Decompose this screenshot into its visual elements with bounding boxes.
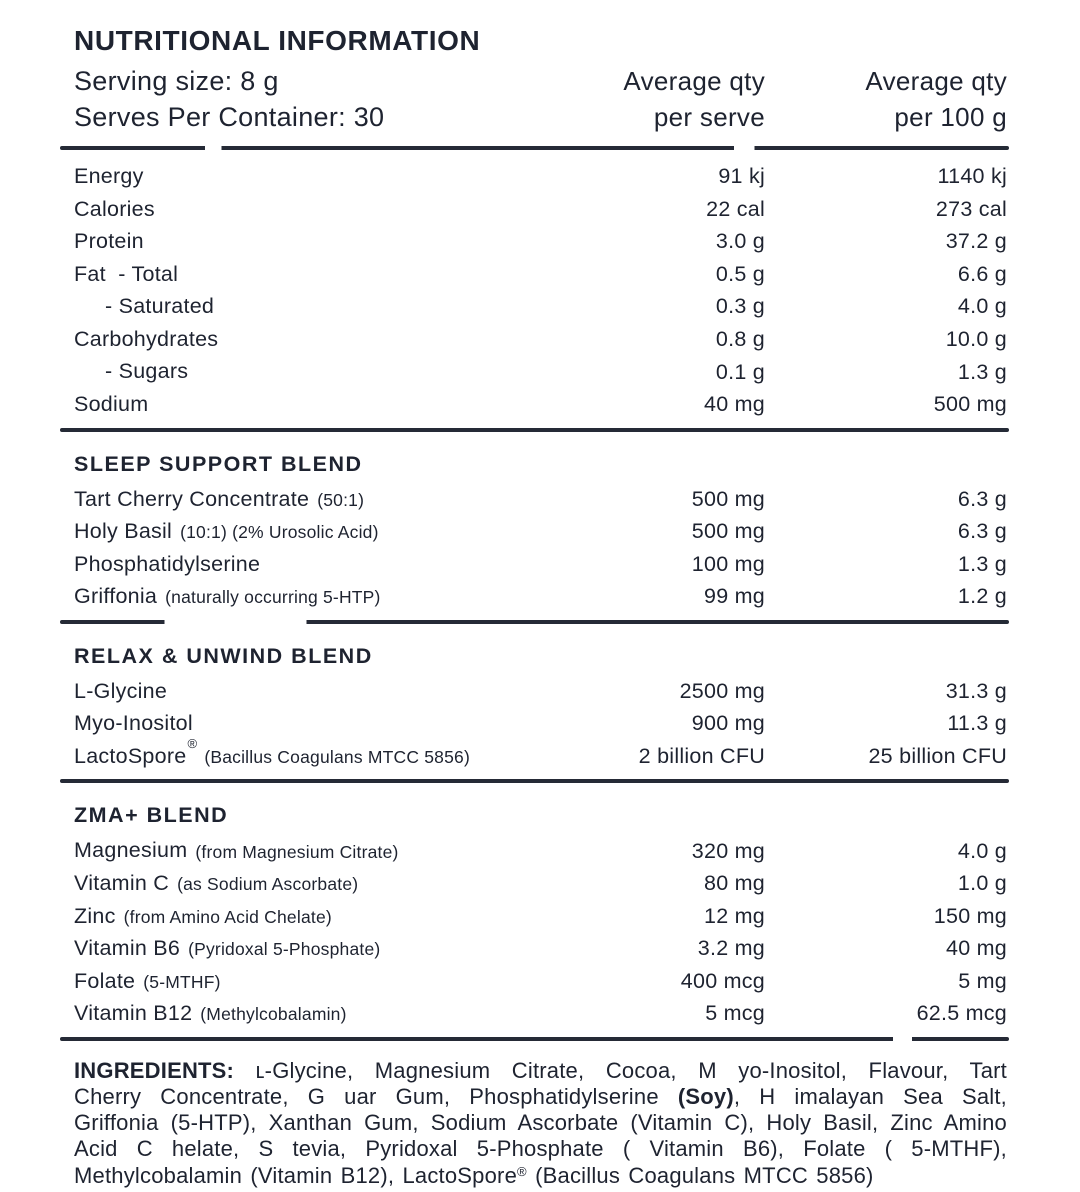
ingredients-bold-text: (Soy) bbox=[677, 1084, 734, 1110]
value-per-100g: 6.6 g bbox=[957, 261, 1007, 286]
row-name bbox=[74, 191, 575, 224]
panel-title: NUTRITIONAL INFORMATION bbox=[74, 25, 481, 56]
table-row bbox=[74, 256, 1007, 289]
value-per-100g: 25 billion CFU bbox=[868, 744, 1007, 769]
ingredient-name: Vitamin B6 bbox=[74, 936, 181, 961]
value-per-serve: 0.8 g bbox=[715, 326, 765, 351]
ingredient-name: Holy Basil bbox=[74, 519, 173, 544]
row-name bbox=[74, 898, 575, 931]
ingredient-name: LactoSpore bbox=[74, 744, 187, 769]
serves-per-container: Serves Per Container: 30 bbox=[74, 102, 385, 132]
ingredients-line bbox=[74, 1163, 1007, 1192]
value-per-100g: 5 mg bbox=[958, 968, 1007, 993]
row-note: (from Magnesium Citrate) bbox=[195, 841, 399, 862]
table-row bbox=[74, 546, 1007, 579]
value-per-100g: 1.3 g bbox=[957, 359, 1007, 384]
ingredient-name: Griffonia bbox=[74, 584, 158, 609]
col-header-line: Average qty bbox=[865, 66, 1007, 96]
ingredients-line bbox=[74, 1110, 1007, 1136]
value-per-100g: 37.2 g bbox=[945, 229, 1007, 254]
row-note: (as Sodium Ascorbate) bbox=[177, 874, 359, 895]
value-per-100g: 1140 kj bbox=[937, 164, 1007, 189]
value-per-serve: 500 mg bbox=[691, 519, 765, 544]
table-row bbox=[74, 995, 1007, 1028]
table-row bbox=[74, 832, 1007, 865]
ingredient-name: Vitamin C bbox=[74, 871, 170, 896]
ingredients-bold-text: INGREDIENTS: bbox=[74, 1057, 235, 1083]
row-name bbox=[74, 353, 575, 386]
value-per-serve: 91 kj bbox=[718, 164, 765, 189]
divider bbox=[60, 1037, 1009, 1041]
ingredients-line bbox=[74, 1058, 1007, 1084]
col-header-per-serve bbox=[575, 63, 765, 135]
row-name bbox=[74, 963, 575, 996]
ingredient-name: Vitamin B12 bbox=[74, 1001, 193, 1026]
ingredient-name: - Sugars bbox=[105, 359, 189, 384]
table-row bbox=[74, 386, 1007, 419]
ingredients-text: Acid C helate, S tevia, Pyridoxal 5-Phosphate ( Vitamin B6), Folate ( 5-MTHF), bbox=[74, 1136, 1007, 1162]
table-row bbox=[74, 513, 1007, 546]
row-note: (5-MTHF) bbox=[143, 971, 221, 992]
table-row bbox=[74, 865, 1007, 898]
value-per-100g: 6.3 g bbox=[957, 486, 1007, 511]
divider bbox=[60, 428, 1009, 432]
ingredient-name: Folate bbox=[74, 968, 136, 993]
serving-info bbox=[74, 63, 575, 135]
value-per-serve: 900 mg bbox=[691, 711, 765, 736]
value-per-100g: 40 mg bbox=[945, 936, 1007, 961]
table-row bbox=[74, 578, 1007, 611]
section-table bbox=[74, 673, 1007, 771]
registered-trademark-symbol: ® bbox=[187, 735, 198, 751]
value-per-serve: 0.3 g bbox=[715, 294, 765, 319]
ingredient-name: Protein bbox=[74, 229, 144, 254]
table-row bbox=[74, 898, 1007, 931]
value-per-100g: 1.3 g bbox=[957, 551, 1007, 576]
row-note: (10:1) (2% Urosolic Acid) bbox=[180, 522, 379, 543]
divider bbox=[60, 779, 1009, 783]
table-row bbox=[74, 930, 1007, 963]
ingredient-name: Carbohydrates bbox=[74, 326, 219, 351]
ingredients-text: (Bacillus Coagulans MTCC 5856) bbox=[526, 1162, 874, 1188]
col-header-line: Average qty bbox=[623, 66, 765, 96]
section-sleep-support-blend bbox=[74, 451, 1007, 611]
value-per-100g: 11.3 g bbox=[947, 711, 1007, 736]
ingredient-name: Zinc bbox=[74, 903, 116, 928]
row-name bbox=[74, 578, 575, 611]
ingredients-text: Griffonia (5-HTP), Xanthan Gum, Sodium Ascorbate (Vitamin C), Holy Basil, Zinc Amino bbox=[74, 1110, 1007, 1136]
row-name bbox=[74, 865, 575, 898]
row-note: (Pyridoxal 5-Phosphate) bbox=[188, 939, 381, 960]
ingredients-text: Methylcobalamin (Vitamin B12), LactoSpore bbox=[74, 1162, 518, 1188]
value-per-serve: 3.2 mg bbox=[697, 936, 765, 961]
col-header-line: per serve bbox=[653, 102, 765, 132]
col-header-per-100g bbox=[765, 63, 1007, 135]
section-zma-blend bbox=[74, 802, 1007, 1027]
table-row bbox=[74, 158, 1007, 191]
ingredient-name: Sodium bbox=[74, 392, 149, 417]
table-row bbox=[74, 673, 1007, 706]
ingredient-name: Myo-Inositol bbox=[74, 711, 193, 736]
table-row bbox=[74, 353, 1007, 386]
ingredient-name: Magnesium bbox=[74, 838, 188, 863]
ingredients-text: ʟ-Glycine, Magnesium Citrate, Cocoa, M yo-Inositol, Flavour, Tart bbox=[234, 1057, 1007, 1083]
value-per-100g: 273 cal bbox=[935, 196, 1007, 221]
row-note: (50:1) bbox=[317, 489, 365, 510]
section-heading: RELAX & UNWIND BLEND bbox=[74, 643, 373, 668]
section-table bbox=[74, 481, 1007, 611]
serving-size: Serving size: 8 g bbox=[74, 66, 279, 96]
ingredients-line bbox=[74, 1136, 1007, 1162]
ingredients-text: Cherry Concentrate, G uar Gum, Phosphatidylserine bbox=[74, 1084, 678, 1110]
row-name bbox=[74, 288, 575, 321]
section-table bbox=[74, 832, 1007, 1027]
row-name bbox=[74, 673, 575, 706]
value-per-serve: 400 mcg bbox=[680, 968, 765, 993]
value-per-serve: 2500 mg bbox=[679, 678, 765, 703]
value-per-serve: 80 mg bbox=[703, 871, 765, 896]
table-row bbox=[74, 321, 1007, 354]
table-row bbox=[74, 963, 1007, 996]
row-name bbox=[74, 705, 575, 738]
divider bbox=[60, 146, 1009, 150]
row-name bbox=[74, 832, 575, 865]
ingredient-name: L-Glycine bbox=[74, 678, 168, 703]
ingredient-name: Energy bbox=[74, 164, 144, 189]
value-per-serve: 320 mg bbox=[691, 838, 765, 863]
row-note: (Bacillus Coagulans MTCC 5856) bbox=[204, 747, 471, 768]
row-note: (naturally occurring 5-HTP) bbox=[165, 587, 381, 608]
value-per-serve: 12 mg bbox=[703, 903, 765, 928]
row-note: (Methylcobalamin) bbox=[200, 1004, 347, 1025]
table-row bbox=[74, 481, 1007, 514]
row-name bbox=[74, 321, 575, 354]
ingredient-name: - Saturated bbox=[105, 294, 215, 319]
row-name bbox=[74, 546, 575, 579]
value-per-100g: 10.0 g bbox=[945, 326, 1007, 351]
value-per-serve: 5 mcg bbox=[705, 1001, 765, 1026]
ingredient-name: Tart Cherry Concentrate bbox=[74, 486, 310, 511]
value-per-100g: 31.3 g bbox=[945, 678, 1007, 703]
value-per-serve: 2 billion CFU bbox=[638, 744, 765, 769]
table-row bbox=[74, 288, 1007, 321]
value-per-100g: 4.0 g bbox=[957, 294, 1007, 319]
value-per-serve: 40 mg bbox=[703, 392, 765, 417]
value-per-100g: 150 mg bbox=[933, 903, 1007, 928]
divider bbox=[60, 620, 1009, 624]
row-name bbox=[74, 386, 575, 419]
value-per-serve: 22 cal bbox=[706, 196, 765, 221]
ingredients-line bbox=[74, 1084, 1007, 1110]
value-per-100g: 500 mg bbox=[933, 392, 1007, 417]
section-heading: SLEEP SUPPORT BLEND bbox=[74, 451, 363, 476]
value-per-serve: 500 mg bbox=[691, 486, 765, 511]
row-name bbox=[74, 513, 575, 546]
value-per-100g: 62.5 mcg bbox=[916, 1001, 1007, 1026]
row-name bbox=[74, 256, 575, 289]
registered-trademark-symbol: ® bbox=[517, 1163, 527, 1179]
value-per-100g: 1.0 g bbox=[957, 871, 1007, 896]
value-per-100g: 1.2 g bbox=[957, 584, 1007, 609]
row-name bbox=[74, 481, 575, 514]
table-row bbox=[74, 735, 1007, 771]
ingredients-paragraph bbox=[74, 1058, 1007, 1192]
value-per-100g: 4.0 g bbox=[957, 838, 1007, 863]
row-name bbox=[74, 735, 575, 771]
value-per-serve: 100 mg bbox=[691, 551, 765, 576]
row-name bbox=[74, 995, 575, 1028]
nutrition-table bbox=[74, 158, 1007, 419]
value-per-100g: 6.3 g bbox=[957, 519, 1007, 544]
value-per-serve: 3.0 g bbox=[715, 229, 765, 254]
row-name bbox=[74, 930, 575, 963]
row-name bbox=[74, 158, 575, 191]
ingredient-name: Fat - Total bbox=[74, 261, 179, 286]
value-per-serve: 0.5 g bbox=[715, 261, 765, 286]
table-header bbox=[74, 63, 1007, 135]
col-header-line: per 100 g bbox=[894, 102, 1007, 132]
ingredient-name: Calories bbox=[74, 196, 155, 221]
value-per-serve: 0.1 g bbox=[715, 359, 765, 384]
section-relax-unwind-blend bbox=[74, 643, 1007, 771]
table-row bbox=[74, 191, 1007, 224]
row-name bbox=[74, 223, 575, 256]
ingredient-name: Phosphatidylserine bbox=[74, 551, 261, 576]
row-note: (from Amino Acid Chelate) bbox=[123, 906, 332, 927]
value-per-serve: 99 mg bbox=[703, 584, 765, 609]
table-row bbox=[74, 705, 1007, 738]
ingredients-text: , H imalayan Sea Salt, bbox=[733, 1084, 1007, 1110]
section-heading: ZMA+ BLEND bbox=[74, 803, 229, 828]
table-row bbox=[74, 223, 1007, 256]
